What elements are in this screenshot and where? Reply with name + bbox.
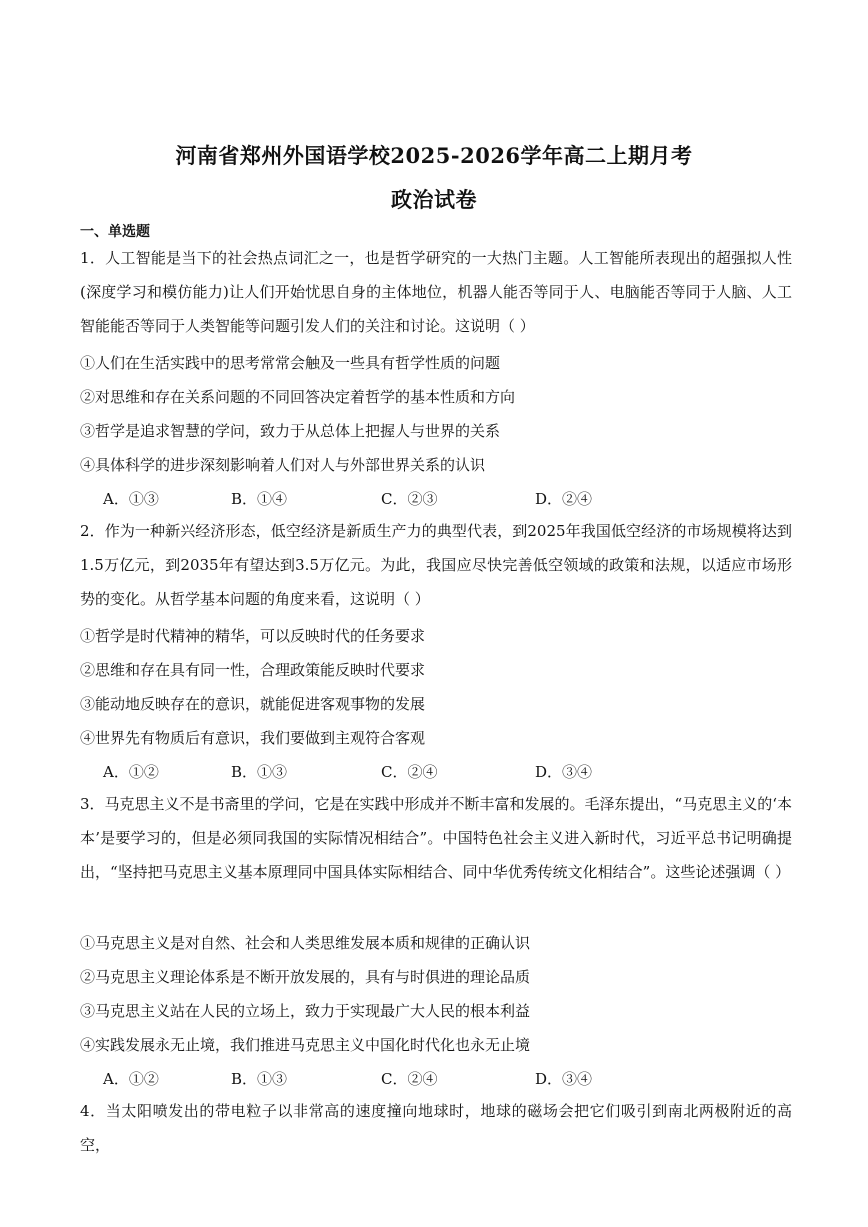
question-3-item-3: ③马克思主义站在人民的立场上，致力于实现最广大人民的根本利益 (80, 1002, 531, 1020)
question-3-item-2: ②马克思主义理论体系是不断开放发展的，具有与时俱进的理论品质 (80, 968, 531, 986)
question-3-item-1: ①马克思主义是对自然、社会和人类思维发展本质和规律的正确认识 (80, 934, 531, 952)
question-2-item-4: ④世界先有物质后有意识，我们要做到主观符合客观 (80, 729, 426, 747)
exam-subtitle: 政治试卷 (391, 187, 477, 212)
question-1-option-a: A．①③ (103, 490, 159, 508)
question-2-option-d: D．③④ (535, 763, 593, 781)
question-1-item-4: ④具体科学的进步深刻影响着人们对人与外部世界关系的认识 (80, 456, 486, 474)
question-1-item-3: ③哲学是追求智慧的学问，致力于从总体上把握人与世界的关系 (80, 422, 501, 440)
question-3-option-d: D．③④ (535, 1070, 593, 1088)
section-heading: 一、单选题 (80, 224, 150, 240)
question-2-item-2: ②思维和存在具有同一性，合理政策能反映时代要求 (80, 661, 426, 679)
question-3-option-a: A．①② (103, 1070, 159, 1088)
question-1-option-b: B．①④ (231, 490, 288, 508)
question-1-item-1: ①人们在生活实践中的思考常常会触及一些具有哲学性质的问题 (80, 354, 501, 372)
question-1-item-2: ②对思维和存在关系问题的不同回答决定着哲学的基本性质和方向 (80, 388, 516, 406)
question-4-stem: 4．当太阳喷发出的带电粒子以非常高的速度撞向地球时，地球的磁场会把它们吸引到南北两极附近的高空， (80, 1102, 792, 1154)
question-1-option-d: D．②④ (535, 490, 593, 508)
question-3-option-b: B．①③ (231, 1070, 288, 1088)
question-2-option-a: A．①② (103, 763, 159, 781)
question-3-option-c: C．②④ (381, 1070, 438, 1088)
question-3-item-4: ④实践发展永无止境，我们推进马克思主义中国化时代化也永无止境 (80, 1036, 531, 1054)
question-1-stem: 1．人工智能是当下的社会热点词汇之一，也是哲学研究的一大热门主题。人工智能所表现出的超强拟人性(深度学习和模仿能力)让人们开始忧思自身的主体地位，机器人能否等同于人、电脑能否等同于人脑、人工智能能否等同于人类智能等问题引发人们的关注和讨论。这说明（ ） (80, 249, 792, 335)
question-2-option-b: B．①③ (231, 763, 288, 781)
question-2-stem: 2．作为一种新兴经济形态，低空经济是新质生产力的典型代表，到2025年我国低空经济的市场规模将达到1.5万亿元，到2035年有望达到3.5万亿元。为此，我国应尽快完善低空领域的政策和法规，以适应市场形势的变化。从哲学基本问题的角度来看，这说明（ ） (80, 522, 792, 608)
question-3-stem: 3．马克思主义不是书斋里的学问，它是在实践中形成并不断丰富和发展的。毛泽东提出，“马克思主义的‘本本’是要学习的，但是必须同我国的实际情况相结合”。中国特色社会主义进入新时代，习近平总书记明确提出，“坚持把马克思主义基本原理同中国具体实际相结合、同中华优秀传统文化相结合”。这些论述强调（ ） (80, 795, 792, 881)
question-2-option-c: C．②④ (381, 763, 438, 781)
question-2-item-3: ③能动地反映存在的意识，就能促进客观事物的发展 (80, 695, 426, 713)
exam-title: 河南省郑州外国语学校2025-2026学年高二上期月考 (175, 143, 693, 168)
question-2-item-1: ①哲学是时代精神的精华，可以反映时代的任务要求 (80, 627, 426, 645)
question-1-option-c: C．②③ (381, 490, 438, 508)
